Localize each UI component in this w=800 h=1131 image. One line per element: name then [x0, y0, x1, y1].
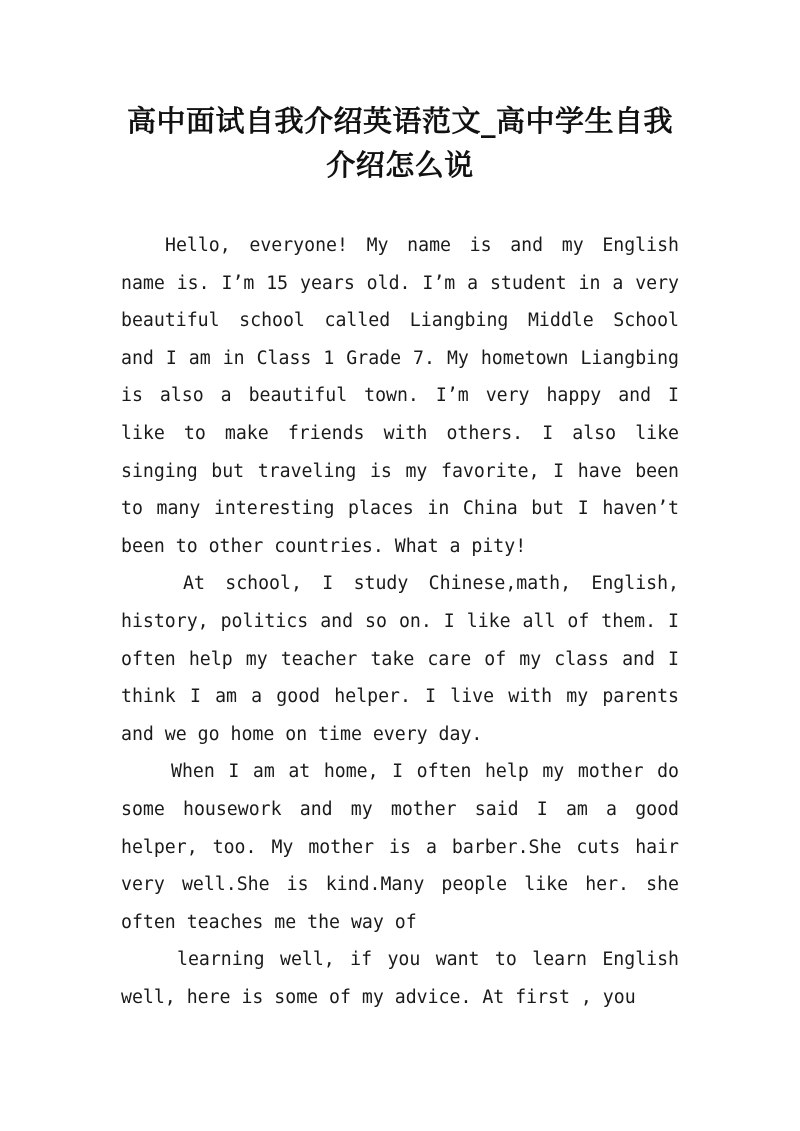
paragraph-advice: learning well, if you want to learn English well, here is some of my advice. At first , you	[121, 949, 679, 1008]
paragraph-school: At school, I study Chinese,math, English, history, politics and so on. I like all of them. I often help my teacher take care of my class and I think I am a good helper. I live with my parents and we go home on time every day.	[121, 573, 679, 745]
document-body	[121, 227, 679, 1016]
document-title-line-2: 介绍怎么说	[326, 148, 474, 182]
paragraph-introduction: Hello, everyone! My name is and my English name is. I’m 15 years old. I’m a student in a very beautiful school called Liangbing Middle School and I am in Class 1 Grade 7. My hometown Liangbing is also a beautiful town. I’m very happy and I like to make friends with others. I also like singing but traveling is my favorite, I have been to many interesting places in China but I haven’t been to other countries. What a pity!	[121, 235, 679, 557]
document-title-line-1: 高中面试自我介绍英语范文_高中学生自我	[126, 104, 673, 138]
paragraph-home: When I am at home, I often help my mother do some housework and my mother said I am a good helper, too. My mother is a barber.She cuts hair very well.She is kind.Many people like her. she often teaches me the way of	[121, 761, 679, 933]
